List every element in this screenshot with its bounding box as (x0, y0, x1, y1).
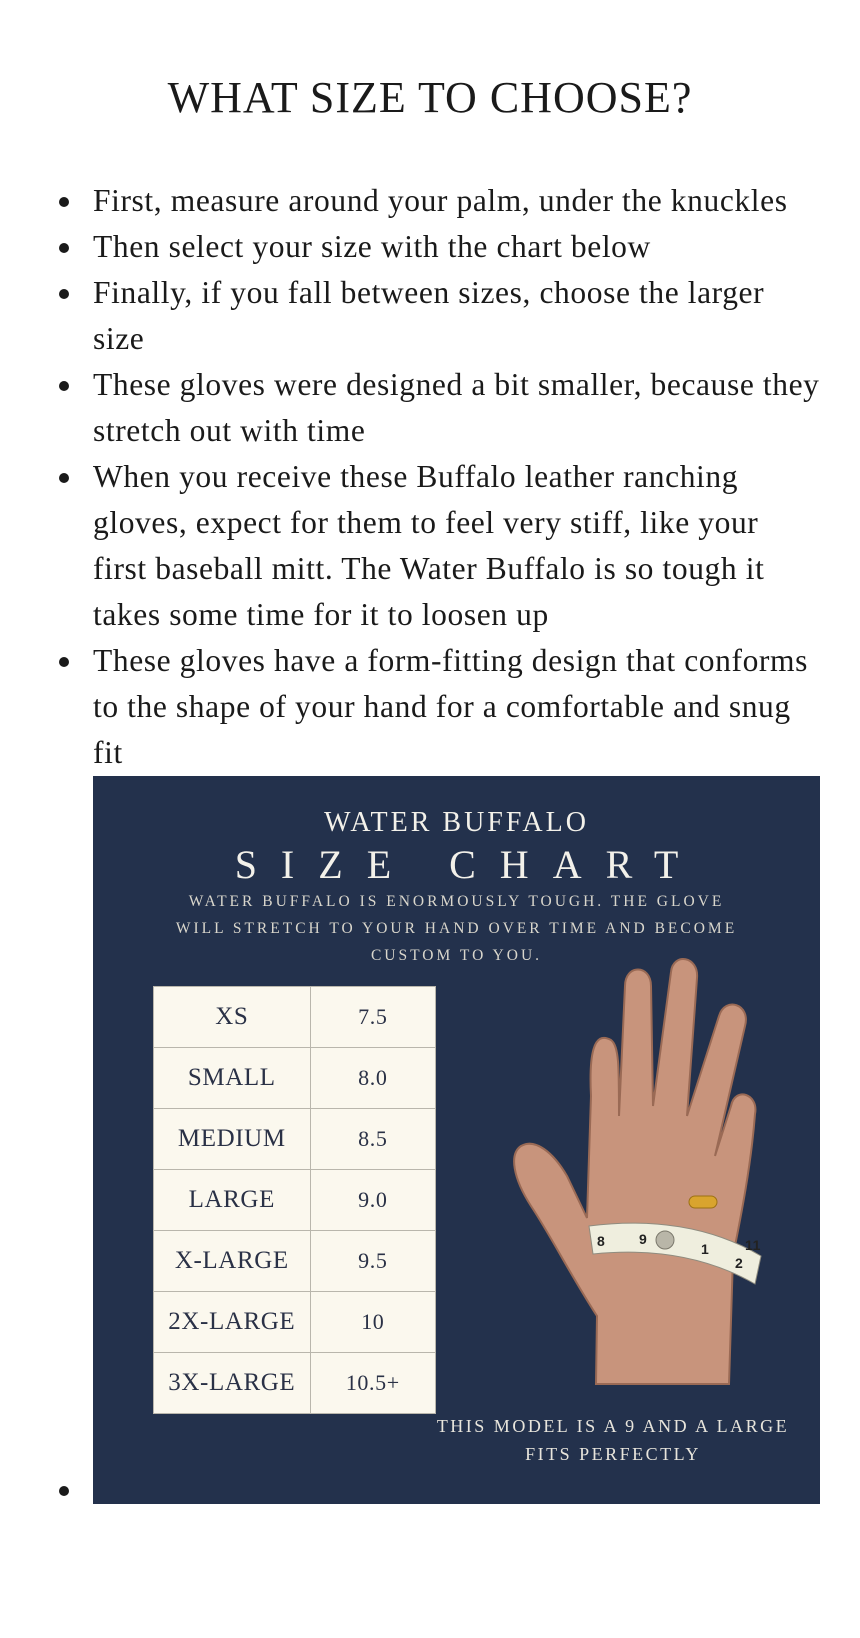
size-cell: LARGE (154, 1170, 311, 1231)
list-item: Finally, if you fall between sizes, choose the larger size (0, 270, 860, 362)
list-item: These gloves were designed a bit smaller, because they stretch out with time (0, 362, 860, 454)
chart-note: WATER BUFFALO IS ENORMOUSLY TOUGH. THE GLOVE WILL STRETCH TO YOUR HAND OVER TIME AND BECOME CUSTOM TO YOU. (175, 893, 738, 964)
list-item: First, measure around your palm, under the knuckles (0, 178, 860, 224)
hand-with-measuring-tape-icon (501, 956, 801, 1396)
size-chart-image (93, 776, 820, 1504)
size-cell: X-LARGE (154, 1231, 311, 1292)
list-item: These gloves have a form-fitting design that conforms to the shape of your hand for a comfortable and snug fit (0, 638, 860, 776)
tape-mark: 9 (639, 1231, 648, 1247)
table-row (154, 1353, 436, 1414)
table-row (154, 1048, 436, 1109)
page-title: WHAT SIZE TO CHOOSE? (167, 73, 693, 122)
measure-cell: 8.5 (310, 1109, 435, 1170)
size-table (153, 986, 436, 1414)
measure-cell: 9.5 (310, 1231, 435, 1292)
chart-title: SIZE CHART (234, 842, 703, 887)
tape-mark: 1 (701, 1241, 710, 1257)
tape-mark: 2 (735, 1255, 744, 1271)
table-row (154, 1170, 436, 1231)
chart-caption: THIS MODEL IS A 9 AND A LARGE FITS PERFECTLY (436, 1416, 790, 1464)
size-cell: MEDIUM (154, 1109, 311, 1170)
list-item-size-chart (0, 776, 860, 1506)
size-cell: XS (154, 987, 311, 1048)
table-row (154, 1292, 436, 1353)
tape-mark: 8 (597, 1233, 606, 1249)
table-row (154, 1231, 436, 1292)
table-row (154, 1109, 436, 1170)
measure-cell: 10.5+ (310, 1353, 435, 1414)
chart-brand: WATER BUFFALO (324, 807, 589, 838)
list-item: Then select your size with the chart below (0, 224, 860, 270)
table-row (154, 987, 436, 1048)
tape-mark: 11 (745, 1237, 761, 1253)
size-cell: 3X-LARGE (154, 1353, 311, 1414)
measure-cell: 7.5 (310, 987, 435, 1048)
size-cell: 2X-LARGE (154, 1292, 311, 1353)
measure-cell: 8.0 (310, 1048, 435, 1109)
sizing-tips-list (0, 178, 860, 1506)
measure-cell: 9.0 (310, 1170, 435, 1231)
ring (689, 1196, 717, 1208)
hand-shape (514, 959, 755, 1384)
size-cell: SMALL (154, 1048, 311, 1109)
measure-cell: 10 (310, 1292, 435, 1353)
list-item: When you receive these Buffalo leather ranching gloves, expect for them to feel very stiff, like your first baseball mitt. The Water Buffalo is so tough it takes some time for it to loosen up (0, 454, 860, 638)
